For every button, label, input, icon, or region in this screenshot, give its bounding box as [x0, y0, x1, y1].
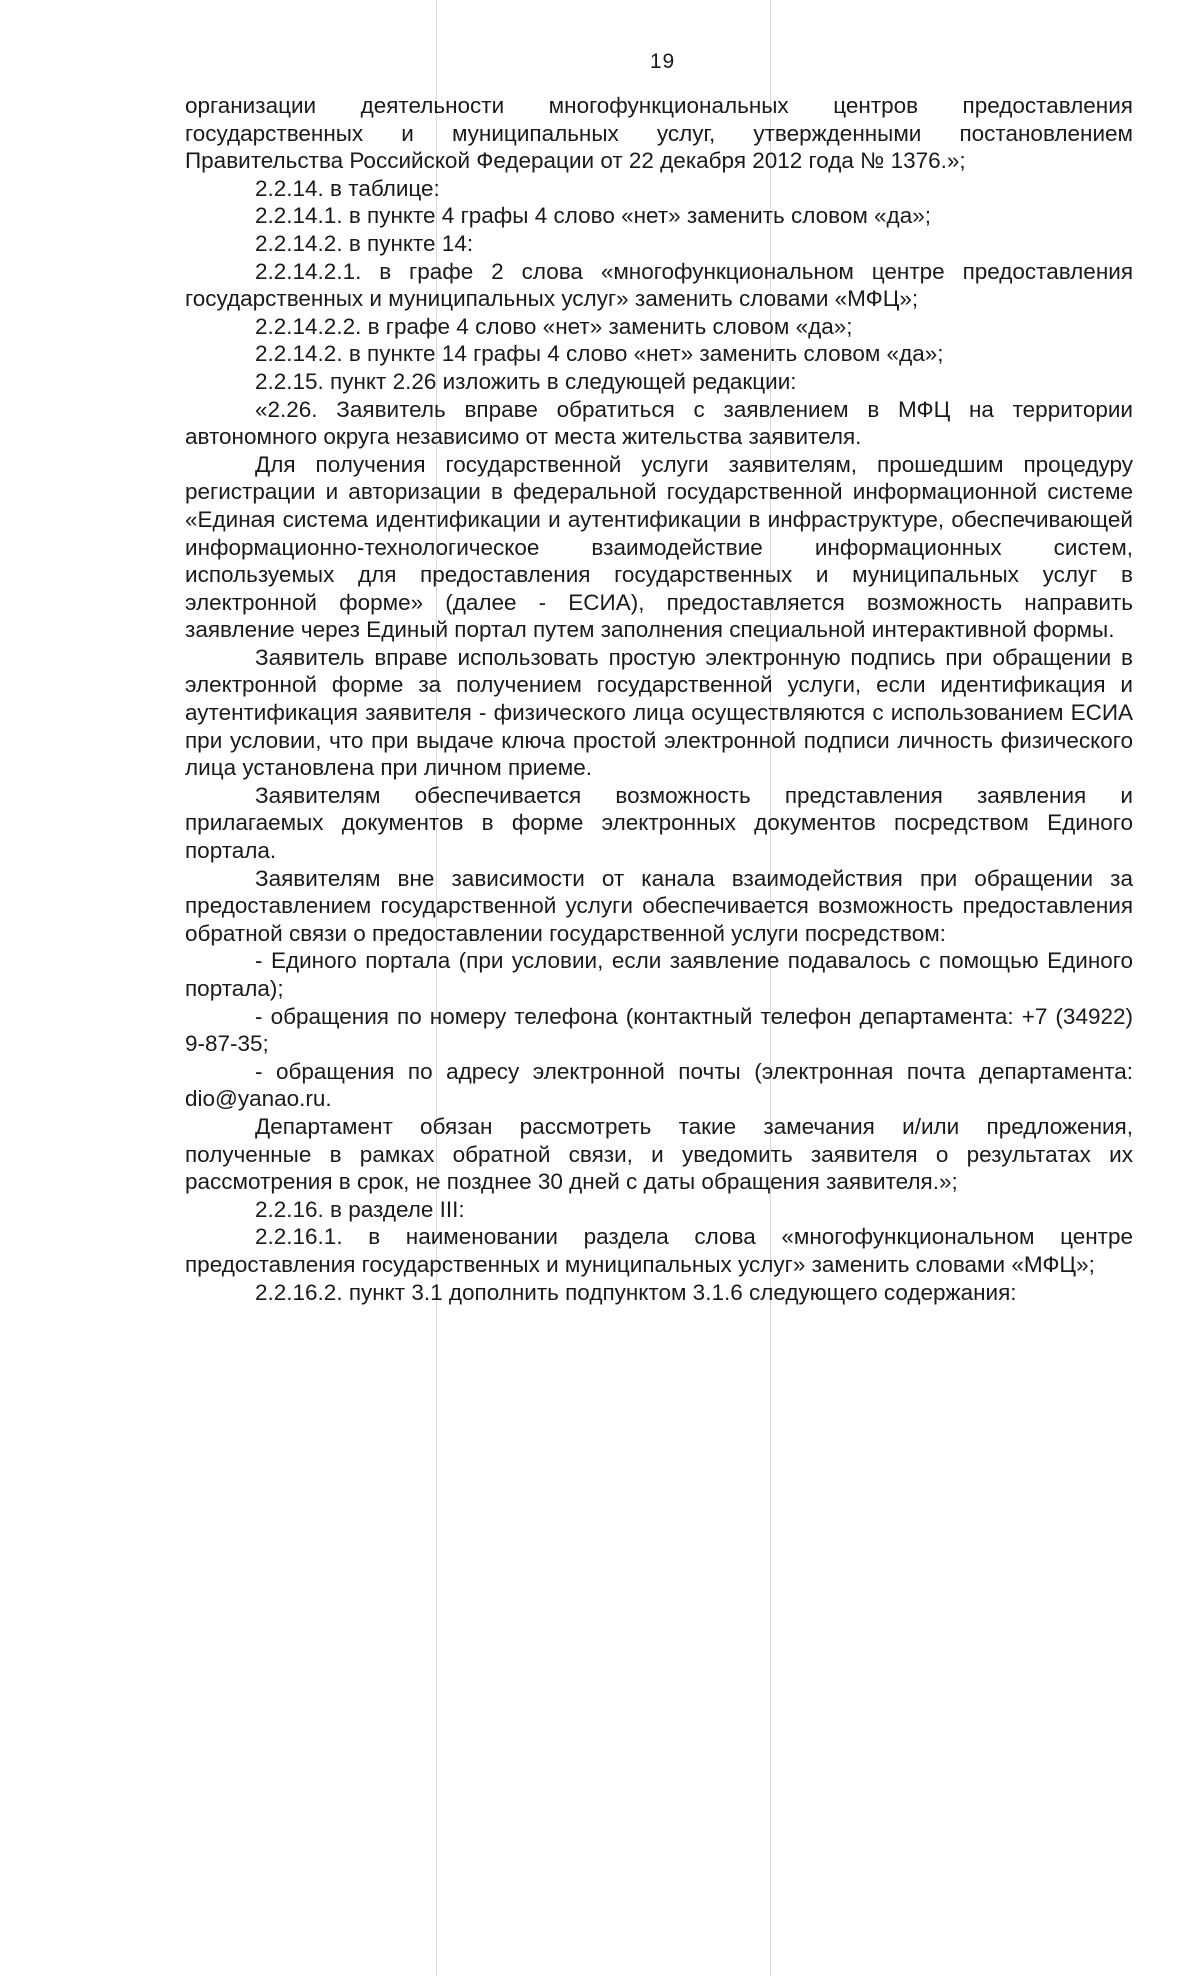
paragraph: Для получения государственной услуги заявителям, прошедшим процедуру регистрации и авторизации в федеральной государственной информационной системе «Единая система идентификации и аутентификации в инфраструктуре, обеспечивающей информационно-технологическое взаимодействие информационных систем, используемых для предоставления государственных и муниципальных услуг в электронной форме» (далее - ЕСИА), предоставляется возможность направить заявление через Единый портал путем заполнения специальной интерактивной формы.: [185, 451, 1133, 643]
paragraph: 2.2.14.2. в пункте 14 графы 4 слово «нет» заменить словом «да»;: [255, 341, 944, 367]
paragraph: - Единого портала (при условии, если заявление подавалось с помощью Единого портала);: [185, 948, 1133, 1001]
paragraph: Департамент обязан рассмотреть такие замечания и/или предложения, полученные в рамках обратной связи, и уведомить заявителя о результатах их рассмотрения в срок, не позднее 30 дней с даты обращения заявителя.»;: [185, 1113, 1133, 1195]
paragraph: 2.2.14.1. в пункте 4 графы 4 слово «нет» заменить словом «да»;: [255, 203, 931, 229]
page-number: 19: [649, 50, 676, 73]
paragraph: Заявителям вне зависимости от канала взаимодействия при обращении за предоставлением государственной услуги обеспечивается возможность предоставления обратной связи о предоставлении государственной услуги посредством:: [185, 865, 1133, 946]
paragraph: «2.26. Заявитель вправе обратиться с заявлением в МФЦ на территории автономного округа независимо от места жительства заявителя.: [185, 396, 1133, 450]
paragraph: 2.2.16. в разделе III:: [255, 1196, 465, 1222]
paragraph: 2.2.15. пункт 2.26 изложить в следующей редакции:: [255, 368, 797, 394]
paragraph: 2.2.14. в таблице:: [255, 175, 440, 201]
paragraph: 2.2.16.2. пункт 3.1 дополнить подпунктом 3.1.6 следующего содержания:: [255, 1279, 1017, 1305]
paragraph: - обращения по номеру телефона (контактный телефон департамента: +7 (34922) 9-87-35;: [185, 1003, 1133, 1057]
paragraph: Заявителям обеспечивается возможность представления заявления и прилагаемых документов в форме электронных документов посредством Единого портала.: [185, 782, 1133, 864]
paragraph: организации деятельности многофункциональных центров предоставления государственных и муниципальных услуг, утвержденными постановлением Правительства Российской Федерации от 22 декабря 2012 года № 1376.»;: [185, 93, 1133, 174]
paragraph: 2.2.14.2.1. в графе 2 слова «многофункциональном центре предоставления государственных и муниципальных услуг» заменить словами «МФЦ»;: [185, 258, 1133, 312]
document-body: [185, 92, 1133, 1306]
paragraph: 2.2.14.2. в пункте 14:: [255, 230, 474, 256]
paragraph: - обращения по адресу электронной почты (электронная почта департамента: dio@yanao.ru.: [185, 1058, 1133, 1112]
paragraph: 2.2.16.1. в наименовании раздела слова «многофункциональном центре предоставления государственных и муниципальных услуг» заменить словами «МФЦ»;: [185, 1224, 1133, 1277]
paragraph: Заявитель вправе использовать простую электронную подпись при обращении в электронной форме за получением государственной услуги, если идентификация и аутентификация заявителя - физического лица осуществляются с использованием ЕСИА при условии, что при выдаче ключа простой электронной подписи личность физического лица установлена при личном приеме.: [185, 644, 1133, 781]
paragraph: 2.2.14.2.2. в графе 4 слово «нет» заменить словом «да»;: [255, 313, 853, 339]
